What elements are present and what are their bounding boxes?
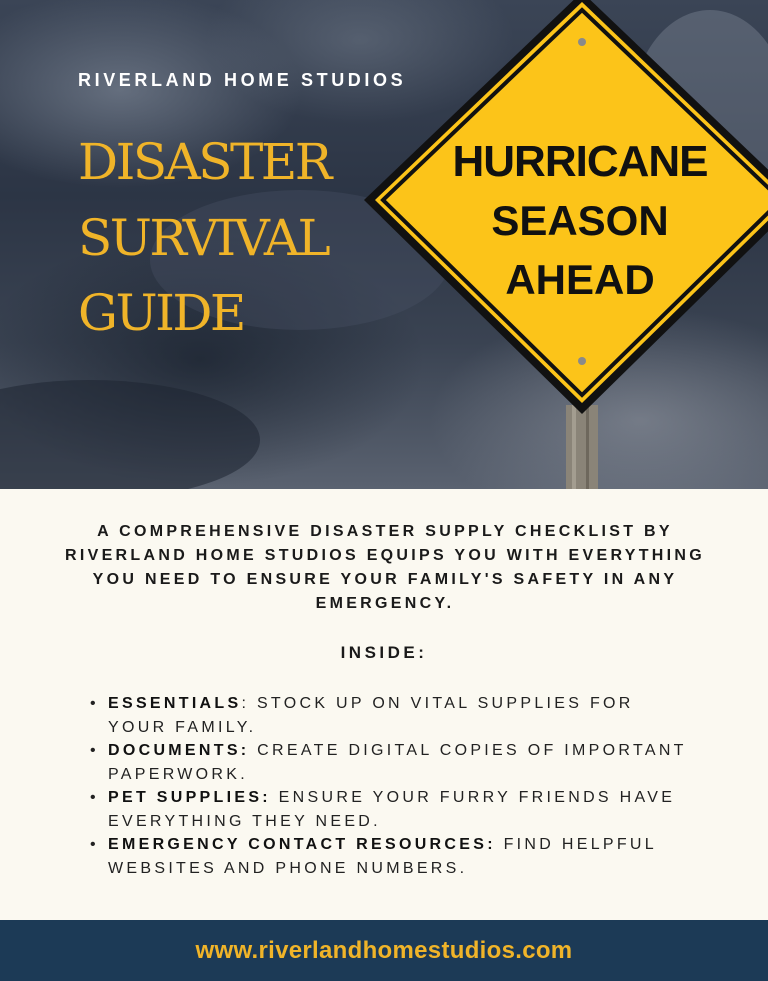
footer-bar xyxy=(0,920,768,981)
list-item xyxy=(90,739,700,786)
title-line-1: DISASTER xyxy=(78,133,330,191)
website-link[interactable]: www.riverlandhomestudios.com xyxy=(195,936,573,964)
list-item-heading: EMERGENCY CONTACT RESOURCES: xyxy=(108,836,496,853)
sign-post-grain xyxy=(572,405,576,489)
sign-bolt-bottom xyxy=(578,357,586,365)
hero-storm-image xyxy=(0,0,768,489)
list-item-text: FIND HELPFUL WEBSITES AND PHONE NUMBERS. xyxy=(108,836,657,877)
list-item-text: ENSURE YOUR FURRY FRIENDS HAVE EVERYTHING THEY NEED. xyxy=(108,789,676,830)
cloud-shadow xyxy=(0,380,260,489)
bullet-icon: • xyxy=(90,742,99,759)
contents-list xyxy=(90,692,700,880)
brand-name: RIVERLAND HOME STUDIOS xyxy=(78,70,407,90)
title-line-3: GUIDE xyxy=(78,284,244,342)
list-item xyxy=(90,692,700,739)
sign-text-line-3: AHEAD xyxy=(505,256,655,303)
title-line-2: SURVIVAL xyxy=(78,209,329,267)
list-item-heading: ESSENTIALS xyxy=(108,695,242,712)
list-item-text: CREATE DIGITAL COPIES OF IMPORTANT PAPERWORK. xyxy=(108,742,687,783)
inside-heading: INSIDE: xyxy=(340,643,428,662)
bullet-icon: • xyxy=(90,789,99,806)
sign-text-line-1: HURRICANE xyxy=(452,137,708,186)
bullet-icon: • xyxy=(90,695,99,712)
bullet-icon: • xyxy=(90,836,99,853)
list-item-heading: DOCUMENTS: xyxy=(108,742,250,759)
sign-text-line-2: SEASON xyxy=(491,197,669,244)
list-item xyxy=(90,833,700,880)
sign-post xyxy=(566,405,598,489)
list-item-heading: PET SUPPLIES: xyxy=(108,789,271,806)
list-item-text: : STOCK UP ON VITAL SUPPLIES FOR YOUR FAMILY. xyxy=(108,695,634,736)
intro-paragraph: A COMPREHENSIVE DISASTER SUPPLY CHECKLIST BY RIVERLAND HOME STUDIOS EQUIPS YOU WITH EVERYTHING YOU NEED TO ENSURE YOUR FAMILY'S SAFETY IN ANY EMERGENCY. xyxy=(65,523,705,612)
list-item xyxy=(90,786,700,833)
sign-post-grain xyxy=(586,405,589,489)
sign-bolt-top xyxy=(578,38,586,46)
